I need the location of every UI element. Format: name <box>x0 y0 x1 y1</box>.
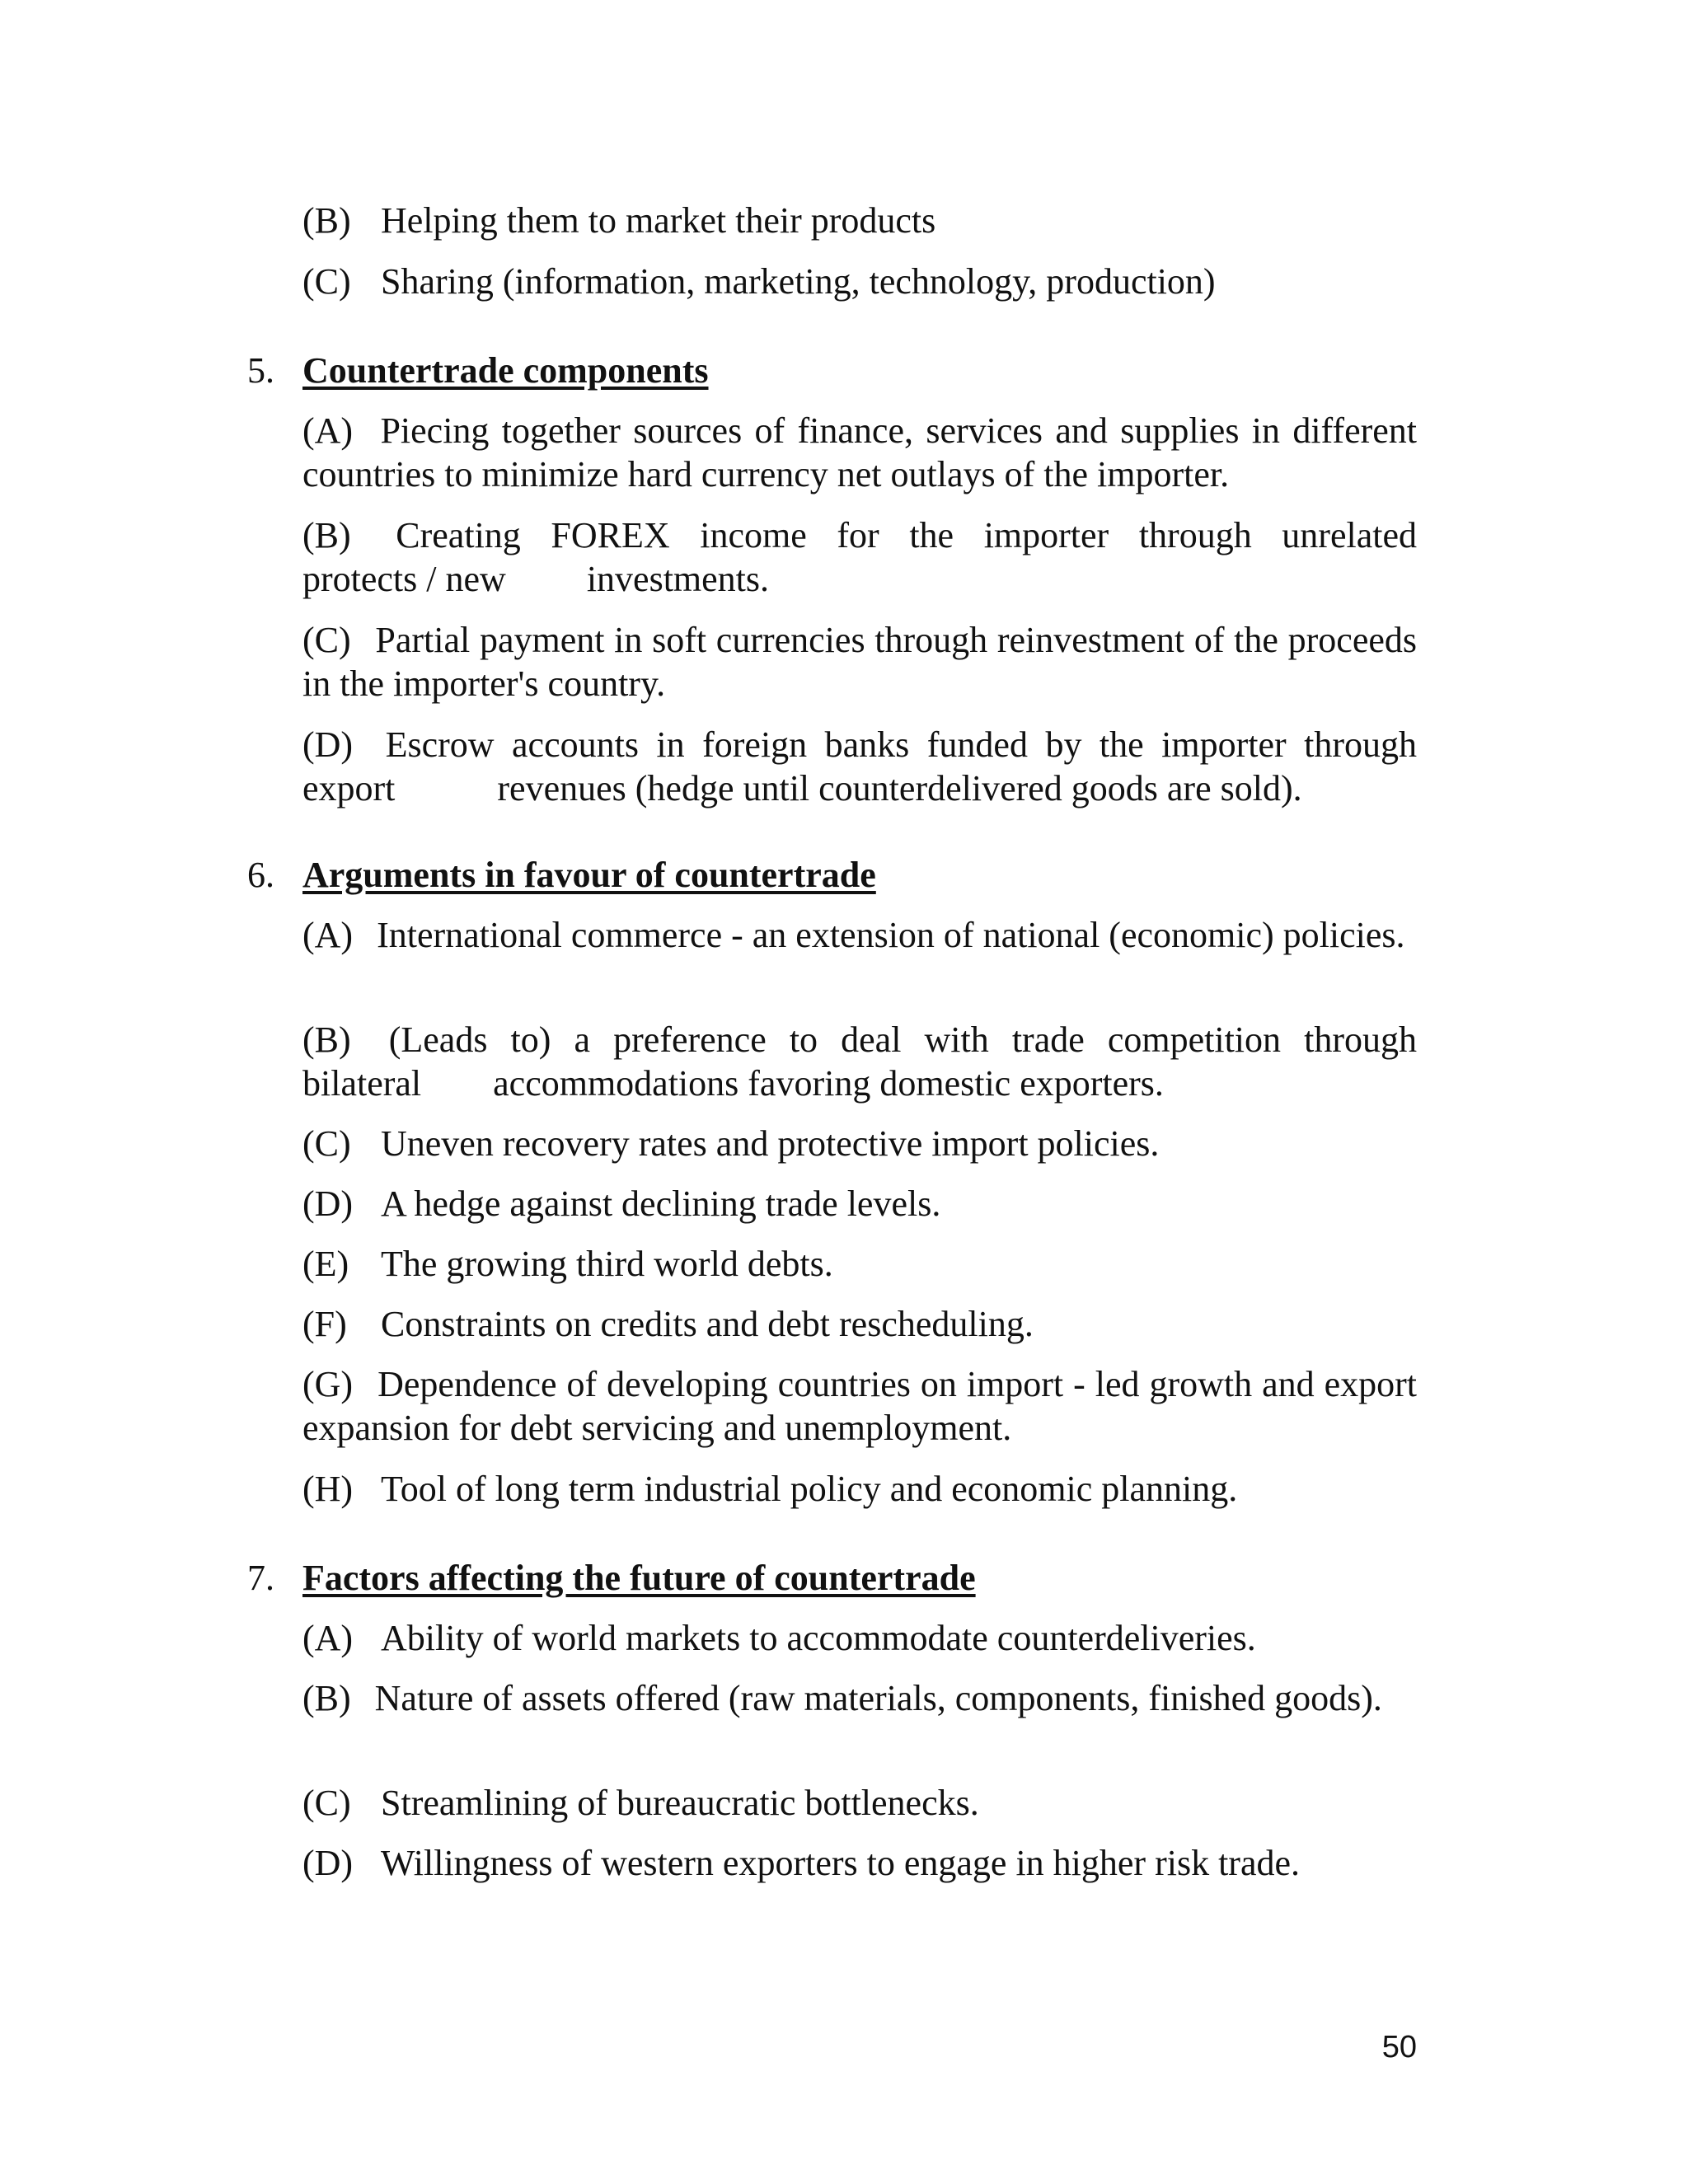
item-tag: (D) <box>302 724 354 765</box>
item-tag: (H) <box>302 1469 354 1509</box>
item-line <box>302 1018 1417 1062</box>
item-text: investments. <box>586 559 770 599</box>
item-text: revenues (hedge until counterdelivered goods are sold). <box>497 768 1302 808</box>
list-item <box>302 723 1417 810</box>
list-item <box>302 913 1417 957</box>
section-number: 7. <box>247 1558 274 1598</box>
item-text: Piecing together sources of finance, services and supplies in different countries to minimize hard currency net outlays of the importer. <box>302 410 1418 494</box>
item-tag: (G) <box>302 1364 354 1404</box>
list-item <box>302 1182 1417 1226</box>
item-line <box>302 557 1417 601</box>
item-text: International commerce - an extension of national (economic) policies. <box>377 915 1405 955</box>
item-text: protects / new <box>302 559 506 599</box>
list-item <box>302 1841 1417 1885</box>
item-tag: (D) <box>302 1843 354 1883</box>
item-text: A hedge against declining trade levels. <box>381 1183 941 1224</box>
list-item <box>302 513 1417 601</box>
list-item <box>302 1676 1417 1720</box>
item-tag: (A) <box>302 915 354 955</box>
item-text: Helping them to market their products <box>381 200 936 241</box>
item-tag: (A) <box>302 410 354 451</box>
list-item <box>302 1616 1417 1660</box>
section-number: 5. <box>247 350 274 391</box>
item-tag: (C) <box>302 1783 351 1823</box>
item-text: The growing third world debts. <box>381 1244 833 1284</box>
section-title: Countertrade components <box>302 350 709 391</box>
item-line <box>302 723 1417 766</box>
item-tag: (C) <box>302 1123 351 1164</box>
item-tag: (C) <box>302 261 351 302</box>
item-tag: (B) <box>302 515 351 555</box>
section-heading-5 <box>247 349 709 392</box>
page-number: 50 <box>1381 2030 1417 2064</box>
item-tag: (B) <box>302 1678 351 1718</box>
list-item <box>302 1467 1417 1511</box>
item-text: Nature of assets offered (raw materials, components, finished goods). <box>374 1678 1382 1718</box>
item-tag: (B) <box>302 200 351 241</box>
item-text: Streamlining of bureaucratic bottlenecks. <box>381 1783 979 1823</box>
list-item <box>302 1302 1417 1346</box>
item-text: Willingness of western exporters to engage in higher risk trade. <box>381 1843 1301 1883</box>
item-tag: (B) <box>302 1019 351 1060</box>
item-line <box>302 513 1417 557</box>
item-line <box>302 766 1417 810</box>
list-item <box>302 199 1417 242</box>
item-text: Dependence of developing countries on import - led growth and export expansion for debt servicing and unemployment. <box>302 1364 1418 1448</box>
list-item <box>302 1018 1417 1105</box>
list-item <box>302 1242 1417 1286</box>
section-heading-7 <box>247 1556 976 1600</box>
list-item <box>302 1122 1417 1165</box>
item-text: accommodations favoring domestic exporters. <box>493 1063 1164 1104</box>
list-item <box>302 618 1417 705</box>
section-title: Factors affecting the future of countertrade <box>302 1558 976 1598</box>
item-line <box>302 1062 1417 1105</box>
item-tag: (E) <box>302 1244 349 1284</box>
item-tag: (F) <box>302 1304 347 1344</box>
section-number: 6. <box>247 855 274 895</box>
item-text: (Leads to) a preference to deal with trade competition through <box>388 1019 1417 1060</box>
item-text: Escrow accounts in foreign banks funded by the importer through <box>385 724 1418 765</box>
item-text: Tool of long term industrial policy and economic planning. <box>381 1469 1238 1509</box>
list-item <box>302 1362 1417 1450</box>
item-text: export <box>302 768 396 808</box>
item-tag: (A) <box>302 1618 354 1658</box>
item-text: bilateral <box>302 1063 422 1104</box>
section-heading-6 <box>247 853 876 897</box>
item-tag: (D) <box>302 1183 354 1224</box>
item-text: Uneven recovery rates and protective import policies. <box>381 1123 1160 1164</box>
section-title: Arguments in favour of countertrade <box>302 855 876 895</box>
item-text: Partial payment in soft currencies through reinvestment of the proceeds in the importer's country. <box>302 620 1418 704</box>
item-text: Sharing (information, marketing, technology, production) <box>381 261 1216 302</box>
item-tag: (C) <box>302 620 351 660</box>
list-item <box>302 1781 1417 1825</box>
list-item <box>302 409 1417 496</box>
item-text: Constraints on credits and debt rescheduling. <box>381 1304 1034 1344</box>
list-item <box>302 260 1417 303</box>
item-text: Creating FOREX income for the importer through unrelated <box>396 515 1417 555</box>
item-text: Ability of world markets to accommodate counterdeliveries. <box>381 1618 1256 1658</box>
